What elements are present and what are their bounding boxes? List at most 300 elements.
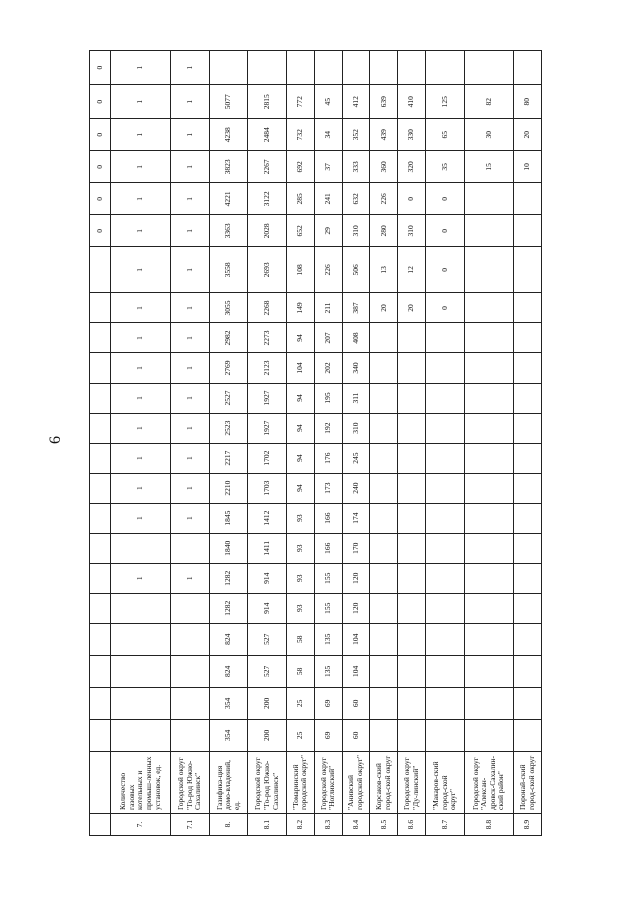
value-cell: 5077 xyxy=(209,85,248,119)
value-cell: 412 xyxy=(342,85,370,119)
value-cell: 202 xyxy=(314,353,342,383)
value-cell: 20 xyxy=(370,293,398,323)
value-cell xyxy=(426,503,465,533)
value-cell: 170 xyxy=(342,533,370,563)
row-name: Газифика-ция домо-владений, ед. xyxy=(209,751,248,813)
value-cell xyxy=(370,687,398,719)
value-cell: 1 xyxy=(171,353,210,383)
value-cell xyxy=(398,383,426,413)
value-cell xyxy=(398,593,426,623)
value-cell: 1 xyxy=(111,443,171,473)
value-cell: 1 xyxy=(111,323,171,353)
value-cell: 527 xyxy=(248,655,287,687)
value-cell: 1 xyxy=(171,293,210,323)
value-cell xyxy=(171,687,210,719)
value-cell xyxy=(398,533,426,563)
value-cell xyxy=(370,533,398,563)
value-cell: 1 xyxy=(171,473,210,503)
row-name: "Томаринский городской округ" xyxy=(287,751,315,813)
value-cell: 108 xyxy=(287,247,315,293)
value-cell xyxy=(111,593,171,623)
value-cell: 0 xyxy=(426,215,465,247)
value-cell: 824 xyxy=(209,623,248,655)
value-cell xyxy=(514,215,542,247)
value-cell: 285 xyxy=(287,183,315,215)
value-cell: 120 xyxy=(342,593,370,623)
value-cell xyxy=(514,353,542,383)
value-cell xyxy=(171,719,210,751)
value-cell: 1 xyxy=(171,563,210,593)
value-cell xyxy=(464,293,513,323)
value-cell: 176 xyxy=(314,443,342,473)
header-cell xyxy=(90,655,111,687)
value-cell xyxy=(464,623,513,655)
value-cell xyxy=(464,473,513,503)
value-cell xyxy=(426,563,465,593)
table-row xyxy=(248,51,287,836)
value-cell xyxy=(398,443,426,473)
row-number: 8. xyxy=(209,813,248,835)
table-row xyxy=(514,51,542,836)
value-cell xyxy=(426,443,465,473)
value-cell xyxy=(370,473,398,503)
value-cell xyxy=(426,719,465,751)
value-cell xyxy=(111,687,171,719)
value-cell: 1 xyxy=(111,503,171,533)
value-cell xyxy=(398,353,426,383)
value-cell: 1927 xyxy=(248,383,287,413)
value-cell: 1 xyxy=(111,183,171,215)
value-cell: 45 xyxy=(314,85,342,119)
header-cell: 0 xyxy=(90,119,111,151)
value-cell: 2028 xyxy=(248,215,287,247)
value-cell xyxy=(370,563,398,593)
table-row xyxy=(426,51,465,836)
value-cell: 914 xyxy=(248,563,287,593)
value-cell: 241 xyxy=(314,183,342,215)
value-cell: 2210 xyxy=(209,473,248,503)
header-cell xyxy=(90,353,111,383)
value-cell: 1 xyxy=(111,119,171,151)
value-cell: 207 xyxy=(314,323,342,353)
value-cell: 1845 xyxy=(209,503,248,533)
value-cell xyxy=(248,51,287,85)
value-cell: 3363 xyxy=(209,215,248,247)
table-row xyxy=(171,51,210,836)
value-cell: 25 xyxy=(287,719,315,751)
value-cell xyxy=(514,473,542,503)
value-cell xyxy=(464,323,513,353)
empty-cell xyxy=(90,813,111,835)
value-cell xyxy=(342,51,370,85)
value-cell xyxy=(370,383,398,413)
value-cell xyxy=(370,51,398,85)
value-cell xyxy=(287,51,315,85)
table-row xyxy=(398,51,426,836)
value-cell xyxy=(514,383,542,413)
value-cell xyxy=(426,473,465,503)
value-cell: 200 xyxy=(248,687,287,719)
value-cell xyxy=(464,383,513,413)
value-cell: 410 xyxy=(398,85,426,119)
value-cell: 506 xyxy=(342,247,370,293)
value-cell: 135 xyxy=(314,655,342,687)
value-cell: 195 xyxy=(314,383,342,413)
value-cell: 4238 xyxy=(209,119,248,151)
value-cell xyxy=(464,51,513,85)
value-cell: 58 xyxy=(287,623,315,655)
value-cell xyxy=(171,623,210,655)
value-cell xyxy=(111,533,171,563)
row-name: Городской округ "Ногликский" xyxy=(314,751,342,813)
row-number: 8.4 xyxy=(342,813,370,835)
header-cell xyxy=(90,323,111,353)
row-name: Городской округ "Го-род Южно-Сахалинск" xyxy=(248,751,287,813)
row-name: Городской округ "Го-род Южно-Сахалинск" xyxy=(171,751,210,813)
value-cell: 94 xyxy=(287,413,315,443)
value-cell: 94 xyxy=(287,443,315,473)
value-cell: 69 xyxy=(314,687,342,719)
header-cell xyxy=(90,473,111,503)
value-cell: 93 xyxy=(287,563,315,593)
row-number: 8.8 xyxy=(464,813,513,835)
row-name: Городской округ "Алексан-дровск-Сахалин-ский район" xyxy=(464,751,513,813)
value-cell: 310 xyxy=(342,413,370,443)
value-cell xyxy=(514,323,542,353)
page-number: 6 xyxy=(47,436,64,444)
row-number: 7. xyxy=(111,813,171,835)
value-cell xyxy=(514,51,542,85)
value-cell: 20 xyxy=(398,293,426,323)
value-cell: 240 xyxy=(342,473,370,503)
value-cell: 135 xyxy=(314,623,342,655)
value-cell xyxy=(426,51,465,85)
value-cell xyxy=(370,443,398,473)
row-name: "Макаров-ский город-ской округ" xyxy=(426,751,465,813)
value-cell xyxy=(514,247,542,293)
table-row xyxy=(370,51,398,836)
row-number: 8.9 xyxy=(514,813,542,835)
value-cell: 1 xyxy=(111,293,171,323)
header-cell xyxy=(90,443,111,473)
value-cell: 330 xyxy=(398,119,426,151)
header-cell xyxy=(90,687,111,719)
data-table xyxy=(89,50,542,836)
value-cell: 125 xyxy=(426,85,465,119)
value-cell xyxy=(514,293,542,323)
header-row xyxy=(90,51,111,836)
value-cell: 1 xyxy=(111,85,171,119)
value-cell: 12 xyxy=(398,247,426,293)
value-cell: 652 xyxy=(287,215,315,247)
value-cell: 37 xyxy=(314,151,342,183)
value-cell: 155 xyxy=(314,563,342,593)
value-cell: 1 xyxy=(171,443,210,473)
value-cell: 93 xyxy=(287,533,315,563)
value-cell: 310 xyxy=(342,215,370,247)
value-cell xyxy=(514,593,542,623)
value-cell: 914 xyxy=(248,593,287,623)
value-cell xyxy=(514,655,542,687)
header-cell xyxy=(90,383,111,413)
value-cell: 30 xyxy=(464,119,513,151)
value-cell xyxy=(514,719,542,751)
header-cell xyxy=(90,593,111,623)
value-cell: 245 xyxy=(342,443,370,473)
value-cell xyxy=(370,323,398,353)
header-cell xyxy=(90,719,111,751)
value-cell: 360 xyxy=(370,151,398,183)
value-cell xyxy=(514,443,542,473)
value-cell xyxy=(398,503,426,533)
value-cell: 1 xyxy=(171,151,210,183)
value-cell: 13 xyxy=(370,247,398,293)
value-cell: 639 xyxy=(370,85,398,119)
value-cell xyxy=(426,655,465,687)
value-cell: 1 xyxy=(111,413,171,443)
value-cell xyxy=(426,687,465,719)
value-cell: 352 xyxy=(342,119,370,151)
value-cell xyxy=(426,623,465,655)
value-cell xyxy=(464,353,513,383)
value-cell: 1 xyxy=(111,247,171,293)
header-cell xyxy=(90,623,111,655)
value-cell xyxy=(426,383,465,413)
value-cell xyxy=(464,655,513,687)
value-cell: 772 xyxy=(287,85,315,119)
value-cell xyxy=(514,623,542,655)
value-cell: 732 xyxy=(287,119,315,151)
value-cell xyxy=(398,655,426,687)
value-cell: 211 xyxy=(314,293,342,323)
value-cell xyxy=(464,719,513,751)
table-row xyxy=(342,51,370,836)
value-cell xyxy=(464,413,513,443)
value-cell: 1 xyxy=(171,85,210,119)
value-cell: 1840 xyxy=(209,533,248,563)
value-cell xyxy=(398,623,426,655)
table-row xyxy=(209,51,248,836)
value-cell: 2268 xyxy=(248,293,287,323)
row-name: "Анивский городской округ" xyxy=(342,751,370,813)
value-cell: 3055 xyxy=(209,293,248,323)
value-cell: 2123 xyxy=(248,353,287,383)
value-cell: 93 xyxy=(287,593,315,623)
value-cell: 1282 xyxy=(209,593,248,623)
value-cell: 69 xyxy=(314,719,342,751)
value-cell: 93 xyxy=(287,503,315,533)
value-cell xyxy=(464,215,513,247)
header-cell xyxy=(90,413,111,443)
value-cell xyxy=(370,623,398,655)
header-cell xyxy=(90,503,111,533)
value-cell: 155 xyxy=(314,593,342,623)
value-cell: 25 xyxy=(287,687,315,719)
value-cell xyxy=(111,655,171,687)
value-cell: 2273 xyxy=(248,323,287,353)
empty-cell xyxy=(90,751,111,813)
value-cell: 1412 xyxy=(248,503,287,533)
value-cell xyxy=(464,443,513,473)
value-cell: 10 xyxy=(514,151,542,183)
rotated-table-frame xyxy=(89,50,542,836)
value-cell: 1 xyxy=(171,413,210,443)
value-cell: 1 xyxy=(111,383,171,413)
value-cell: 1 xyxy=(171,51,210,85)
value-cell: 3558 xyxy=(209,247,248,293)
value-cell: 58 xyxy=(287,655,315,687)
value-cell: 354 xyxy=(209,719,248,751)
value-cell: 1 xyxy=(111,563,171,593)
value-cell xyxy=(426,593,465,623)
value-cell: 354 xyxy=(209,687,248,719)
value-cell: 692 xyxy=(287,151,315,183)
value-cell: 1927 xyxy=(248,413,287,443)
value-cell xyxy=(171,533,210,563)
value-cell xyxy=(426,323,465,353)
header-cell xyxy=(90,293,111,323)
value-cell xyxy=(464,533,513,563)
value-cell: 1 xyxy=(111,473,171,503)
row-name: Корсаков-ский город-ской округ xyxy=(370,751,398,813)
value-cell: 104 xyxy=(287,353,315,383)
value-cell: 2267 xyxy=(248,151,287,183)
value-cell xyxy=(111,623,171,655)
row-number: 8.7 xyxy=(426,813,465,835)
value-cell: 1 xyxy=(111,215,171,247)
value-cell xyxy=(514,687,542,719)
value-cell: 226 xyxy=(314,247,342,293)
row-number: 8.1 xyxy=(248,813,287,835)
header-cell: 0 xyxy=(90,85,111,119)
header-cell: 0 xyxy=(90,215,111,247)
value-cell xyxy=(171,593,210,623)
value-cell: 4221 xyxy=(209,183,248,215)
value-cell xyxy=(426,413,465,443)
value-cell: 192 xyxy=(314,413,342,443)
value-cell: 2815 xyxy=(248,85,287,119)
value-cell: 60 xyxy=(342,687,370,719)
value-cell: 320 xyxy=(398,151,426,183)
value-cell: 34 xyxy=(314,119,342,151)
value-cell: 174 xyxy=(342,503,370,533)
row-number: 7.1 xyxy=(171,813,210,835)
row-number: 8.5 xyxy=(370,813,398,835)
value-cell xyxy=(464,563,513,593)
header-cell: 0 xyxy=(90,51,111,85)
row-number: 8.6 xyxy=(398,813,426,835)
value-cell: 1411 xyxy=(248,533,287,563)
value-cell: 94 xyxy=(287,323,315,353)
value-cell: 310 xyxy=(398,215,426,247)
value-cell: 94 xyxy=(287,473,315,503)
value-cell: 1 xyxy=(171,183,210,215)
value-cell: 1 xyxy=(171,247,210,293)
value-cell: 120 xyxy=(342,563,370,593)
header-cell: 0 xyxy=(90,183,111,215)
value-cell xyxy=(398,473,426,503)
value-cell: 104 xyxy=(342,623,370,655)
value-cell xyxy=(464,247,513,293)
value-cell xyxy=(398,413,426,443)
value-cell: 0 xyxy=(398,183,426,215)
value-cell: 2484 xyxy=(248,119,287,151)
value-cell: 0 xyxy=(426,247,465,293)
value-cell xyxy=(171,655,210,687)
value-cell xyxy=(370,503,398,533)
value-cell xyxy=(426,533,465,563)
value-cell xyxy=(426,353,465,383)
value-cell: 632 xyxy=(342,183,370,215)
value-cell xyxy=(398,51,426,85)
value-cell: 1 xyxy=(171,119,210,151)
header-cell: 0 xyxy=(90,151,111,183)
value-cell: 824 xyxy=(209,655,248,687)
value-cell: 0 xyxy=(426,293,465,323)
value-cell xyxy=(464,593,513,623)
value-cell: 1 xyxy=(171,215,210,247)
value-cell: 82 xyxy=(464,85,513,119)
value-cell: 1702 xyxy=(248,443,287,473)
value-cell: 0 xyxy=(426,183,465,215)
value-cell xyxy=(314,51,342,85)
value-cell: 200 xyxy=(248,719,287,751)
value-cell xyxy=(111,719,171,751)
row-number: 8.2 xyxy=(287,813,315,835)
value-cell: 1 xyxy=(171,503,210,533)
value-cell: 1282 xyxy=(209,563,248,593)
value-cell: 80 xyxy=(514,85,542,119)
value-cell xyxy=(398,323,426,353)
value-cell: 94 xyxy=(287,383,315,413)
table-row xyxy=(287,51,315,836)
header-cell xyxy=(90,533,111,563)
value-cell: 1 xyxy=(111,51,171,85)
value-cell: 226 xyxy=(370,183,398,215)
value-cell: 2523 xyxy=(209,413,248,443)
value-cell: 3122 xyxy=(248,183,287,215)
value-cell xyxy=(370,593,398,623)
value-cell: 1 xyxy=(111,353,171,383)
value-cell: 166 xyxy=(314,503,342,533)
row-number: 8.3 xyxy=(314,813,342,835)
value-cell xyxy=(464,183,513,215)
value-cell: 149 xyxy=(287,293,315,323)
value-cell: 2693 xyxy=(248,247,287,293)
value-cell: 166 xyxy=(314,533,342,563)
value-cell: 3823 xyxy=(209,151,248,183)
value-cell xyxy=(514,183,542,215)
value-cell xyxy=(514,413,542,443)
value-cell xyxy=(464,687,513,719)
value-cell: 387 xyxy=(342,293,370,323)
value-cell: 104 xyxy=(342,655,370,687)
value-cell: 1 xyxy=(171,383,210,413)
value-cell xyxy=(398,687,426,719)
value-cell xyxy=(398,719,426,751)
value-cell xyxy=(370,413,398,443)
value-cell: 2769 xyxy=(209,353,248,383)
value-cell xyxy=(209,51,248,85)
value-cell: 311 xyxy=(342,383,370,413)
value-cell xyxy=(464,503,513,533)
header-cell xyxy=(90,247,111,293)
table-row xyxy=(111,51,171,836)
value-cell: 29 xyxy=(314,215,342,247)
value-cell xyxy=(514,533,542,563)
value-cell xyxy=(514,503,542,533)
value-cell: 35 xyxy=(426,151,465,183)
